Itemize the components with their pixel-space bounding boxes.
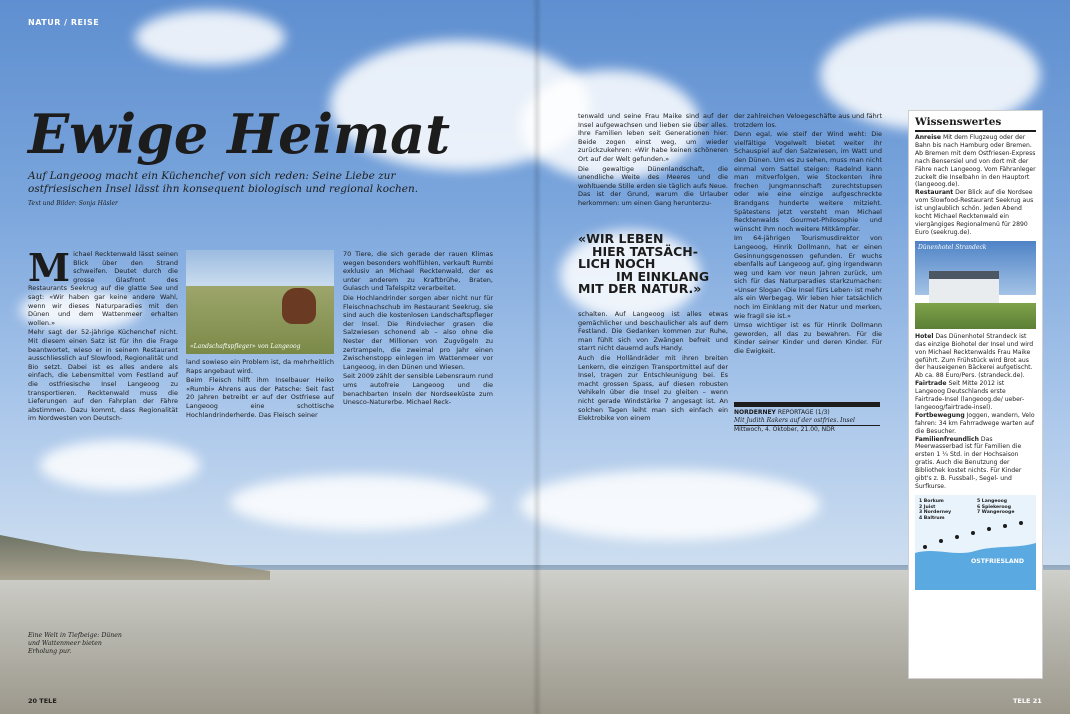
info-text: Der Blick auf die Nordsee vom Slowfood-Restaurant Seekrug aus ist unglaublich schön. Jeden Abend kocht Michael Recktenwald ein viergängiges Regionalmenü für 2890 Euro (seekrug.de). xyxy=(915,189,1034,236)
hotel-lawn xyxy=(915,303,1036,329)
paragraph: land sowieso ein Problem ist, da mehrheitlich Raps angebaut wird. xyxy=(186,358,334,375)
info-label: Anreise xyxy=(915,134,942,141)
map-legend-left xyxy=(919,499,951,521)
highland-cow xyxy=(282,288,316,324)
text-column-1 xyxy=(28,245,178,424)
map-region-label: OSTFRIESLAND xyxy=(971,557,1024,565)
article-title: Ewige Heimat xyxy=(28,102,451,166)
info-restaurant xyxy=(915,189,1036,236)
text-column-4-bottom xyxy=(578,310,728,424)
map-legend-item: 5 Langeoog xyxy=(977,498,1008,504)
info-text: Das Meerwasserbad ist für Familien die ersten 1 ¼ Std. in der Hochsaison gratis. Auch die Benutzung der Bibliothek kostet nichts. Für Kinder gibt's z. B. Fussball-, Segel- und Surfkurse. xyxy=(915,435,1022,490)
info-label: Restaurant xyxy=(915,189,954,197)
map-legend-right xyxy=(977,499,1014,516)
info-anreise xyxy=(915,134,1036,189)
paragraph: Im 64-jährigen Tourismusdirektor von Langeoog, Hinrik Dollmann, hat er einen Gesinnungsgenossen gefunden. Er wuchs ebenfalls auf Langeoog auf, ging irgendwann weg und kam vor neun Jahren zurück, um sich für das Naturparadies starkzumachen: «Unser Slogan ‹Die Insel fürs Leben› ist mehr als ein Werbegag. Wir leben hier tatsächlich noch im Einklang mit der Natur und merken, wie fragil sie ist.» xyxy=(734,234,882,320)
cloud xyxy=(40,440,200,490)
cloud xyxy=(135,10,285,65)
island-map xyxy=(915,495,1036,590)
paragraph: Umso wichtiger ist es für Hinrik Dollmann geworden, all das zu bewahren. Für die Kinder seiner Kinder und deren Kinder. Für die Ewigkeit. xyxy=(734,321,882,356)
info-fortbewegung xyxy=(915,412,1036,436)
cattle-photo xyxy=(186,250,334,354)
paragraph: Auch die Holländräder mit ihren breiten Lenkern, die einzigen Transportmittel auf der Insel, tragen zur Entschleunigung bei. Es macht grossen Spass, auf diesen robusten Vehikeln über die Insel zu gleiten – wenn nicht gerade Windstärke 7 angesagt ist. An solchen Tagen leiht man sich einfach ein Elektrobike von einem xyxy=(578,353,728,423)
hotel-photo xyxy=(915,241,1036,329)
cloud xyxy=(520,470,820,540)
drop-cap: M xyxy=(28,245,71,290)
quote-line: LICH NOCH xyxy=(578,256,656,271)
broadcast-time: Mittwoch, 4. Oktober, 21.00, NDR xyxy=(734,426,835,433)
map-legend-item: 7 Wangerooge xyxy=(977,510,1015,516)
map-legend-item: 4 Baltrum xyxy=(919,515,945,521)
paragraph: Seit 2009 zählt der sensible Lebensraum rund ums autofreie Langeoog und die benachbarten Inseln der Nordseeküste zum Unesco-Naturerbe. Michael Reck- xyxy=(343,372,493,407)
photo-caption: «Landschaftspfleger» von Langeoog xyxy=(190,343,301,350)
article-credit: Text und Bilder: Sonja Häsler xyxy=(28,200,118,207)
quote-line: MIT DER NATUR.» xyxy=(578,281,702,296)
paragraph: der zahlreichen Veloegeschäfte aus und fährt trotzdem los. xyxy=(734,112,882,129)
paragraph: Die gewaltige Dünenlandschaft, die unendliche Weite des Meeres und die wohltuende Stille erden sie täglich aufs Neue. Das ist der Grund, warum die Urlauber herkommen: um einen Gang herunterzu- xyxy=(578,164,728,207)
info-box-heading: Wissenswertes xyxy=(915,116,1036,132)
page-gutter xyxy=(532,0,542,714)
paragraph: Die Hochlandrinder sorgen aber nicht nur für Fleischnachschub im Restaurant Seekrug, sie sind auch die kostenlosen Landschaftspfleger der Insel. Die Rindviecher grasen die Salzwiesen schonend ab – also ohne die Nester der Millionen von Zugvögeln zu zertrampeln, die zweimal pro Jahr einen Zwischenstopp einlegen im Wattenmeer vor Langeoog, in den Dünen und Wiesen. xyxy=(343,293,493,371)
info-text: Seit Mitte 2012 ist Langeoog Deutschlands erste Fairtrade-Insel (langeoog.de/ ueber-langeoog/fairtrade-insel). xyxy=(915,380,1025,411)
broadcast-title: NORDERNEY xyxy=(734,409,776,416)
pull-quote xyxy=(578,233,728,296)
info-label: Fairtrade xyxy=(915,380,947,388)
info-fairtrade xyxy=(915,380,1036,412)
map-legend-item: 2 Juist xyxy=(919,504,936,510)
page-number-left: 20 TELE xyxy=(28,697,57,705)
paragraph: schalten. Auf Langeoog ist alles etwas gemächlicher und beschaulicher als auf dem Festland. Die Gedanken kommen zur Ruhe, man fühlt sich von Zwängen befreit und starrt nicht dauernd aufs Handy. xyxy=(578,310,728,353)
info-label: Fortbewegung xyxy=(915,411,965,419)
text-column-3 xyxy=(343,250,493,408)
info-label: Hotel xyxy=(915,332,934,340)
broadcast-episode: REPORTAGE (1/3) xyxy=(777,409,830,416)
paragraph: Mehr sagt der 52-jährige Küchenchef nicht. Mit diesem einen Satz ist für ihn die Frage beantwortet, wieso er in seinem Restaurant ausschliesslich auf Slowfood, Regionalität und Bio setzt. Dabei ist es alles andere als einfach, die Lebensmittel vom Festland auf die ostfriesische Insel Langeoog zu transportieren. Recktenwald muss die Lieferungen auf den Fahrplan der Fähre abstimmen. Dazu kommt, dass Regionalität im Nordwesten von Deutsch- xyxy=(28,328,178,423)
text-column-2 xyxy=(186,358,334,420)
paragraph: tenwald und seine Frau Maike sind auf der Insel aufgewachsen und lieben sie über alles. Ihre Familien leben seit Generationen hier. Beide zogen einst weg, um wieder zurückzukehren: «Wir habe keinen schöneren Ort auf der Welt gefunden.» xyxy=(578,112,728,163)
paragraph: ichael Recktenwald lässt seinen Blick über den Strand schweifen. Deutet durch die grosse Glasfront des Restaurants Seekrug auf die glatte See und sagt: «Wir haben gar keine andere Wahl, wenn wir dieses Naturparadies mit den Dünen und dem Wattenmeer erhalten wollen.» xyxy=(28,250,178,327)
text-column-5 xyxy=(734,112,882,357)
paragraph: Denn egal, wie steif der Wind weht: Die vielfältige Vogelwelt bietet weiter ihr Schauspiel auf den Salzwiesen, im Watt und den Dünen. Um es zu sehen, muss man nicht einmal vom Sattel steigen: Radelnd kann man mitverfolgen, wie Stockenten ihre frechen Jungmannschaft zurechtstupsen oder wie eine einzige aufgeschreckte Brandgans hunderte weitere mitzieht. Spätestens jetzt versteht man Michael Recktenwalds Gourmet-Philosophie und wünscht ihm noch weitere Mitkämpfer. xyxy=(734,130,882,233)
article-lead: Auf Langeoog macht ein Küchenchef von sich reden: Seine Liebe zur ostfriesischen Insel lässt ihn konsequent biologisch und regional kochen. xyxy=(28,170,419,195)
info-box xyxy=(908,110,1043,679)
photo-sky xyxy=(186,250,334,290)
hotel-photo-label: Dünenhotel Strandeck xyxy=(918,243,987,251)
info-familie xyxy=(915,436,1036,491)
quote-line: HIER TATSÄCH- xyxy=(592,243,698,259)
broadcast-subtitle: Mit Judith Rakers auf der ostfries. Insel xyxy=(734,417,880,426)
info-label: Familienfreundlich xyxy=(915,435,979,443)
section-label: NATUR / REISE xyxy=(28,18,100,27)
broadcast-bar xyxy=(734,402,880,407)
cloud xyxy=(230,475,490,530)
map-legend-item: 1 Borkum xyxy=(919,498,944,504)
page-number-right: TELE 21 xyxy=(1013,697,1042,705)
quote-line: IM EINKLANG xyxy=(616,268,710,284)
map-legend-item: 6 Spiekeroog xyxy=(977,504,1011,510)
beach-caption: Eine Welt in Tiefbeige: Dünen und Wattenmeer bieten Erholung pur. xyxy=(28,632,122,655)
quote-line: «WIR LEBEN xyxy=(578,231,664,246)
paragraph: 70 Tiere, die sich gerade der rauen Klimas wegen besonders wohlfühlen, verkauft Rumbi exklusiv an Michael Recktenwald, der es unter anderem zu Kraftbrühe, Braten, Gulasch und Tafelspitz verarbeitet. xyxy=(343,250,493,293)
info-text: Das Dünenhotel Strandeck ist das einzige Biohotel der Insel und wird von Michael Recktenwalds Frau Maike geführt. Zum Frühstück wird Brot aus der hauseigenen Bäckerei aufgetischt. Ab ca. 88 Euro/Pers. (strandeck.de). xyxy=(915,332,1034,380)
paragraph: Beim Fleisch hilft ihm Inselbauer Heiko «Rumbi» Ahrens aus der Patsche: Seit fast 20 Jahren betreibt er auf der Ostfriese auf Langeoog eine schottische Hochlandrinderherde. Das Fleisch seiner xyxy=(186,376,334,419)
info-text: Mit dem Flugzeug oder der Bahn bis nach Hamburg oder Bremen. Ab Bremen mit dem Ostfriesen-Express nach Bensersiel und von dort mit der Fähre nach Langeoog. Vom Fähranleger zuckelt die Inselbahn in den Hauptort (langeoog.de). xyxy=(915,134,1036,189)
text-column-4-top xyxy=(578,112,728,209)
broadcast-info xyxy=(734,402,880,434)
map-legend-item: 3 Norderney xyxy=(919,510,952,516)
info-hotel xyxy=(915,333,1036,380)
info-text: Joggen, wandern, Velo fahren: 34 km Fahrradwege warten auf die Besucher. xyxy=(915,411,1035,435)
